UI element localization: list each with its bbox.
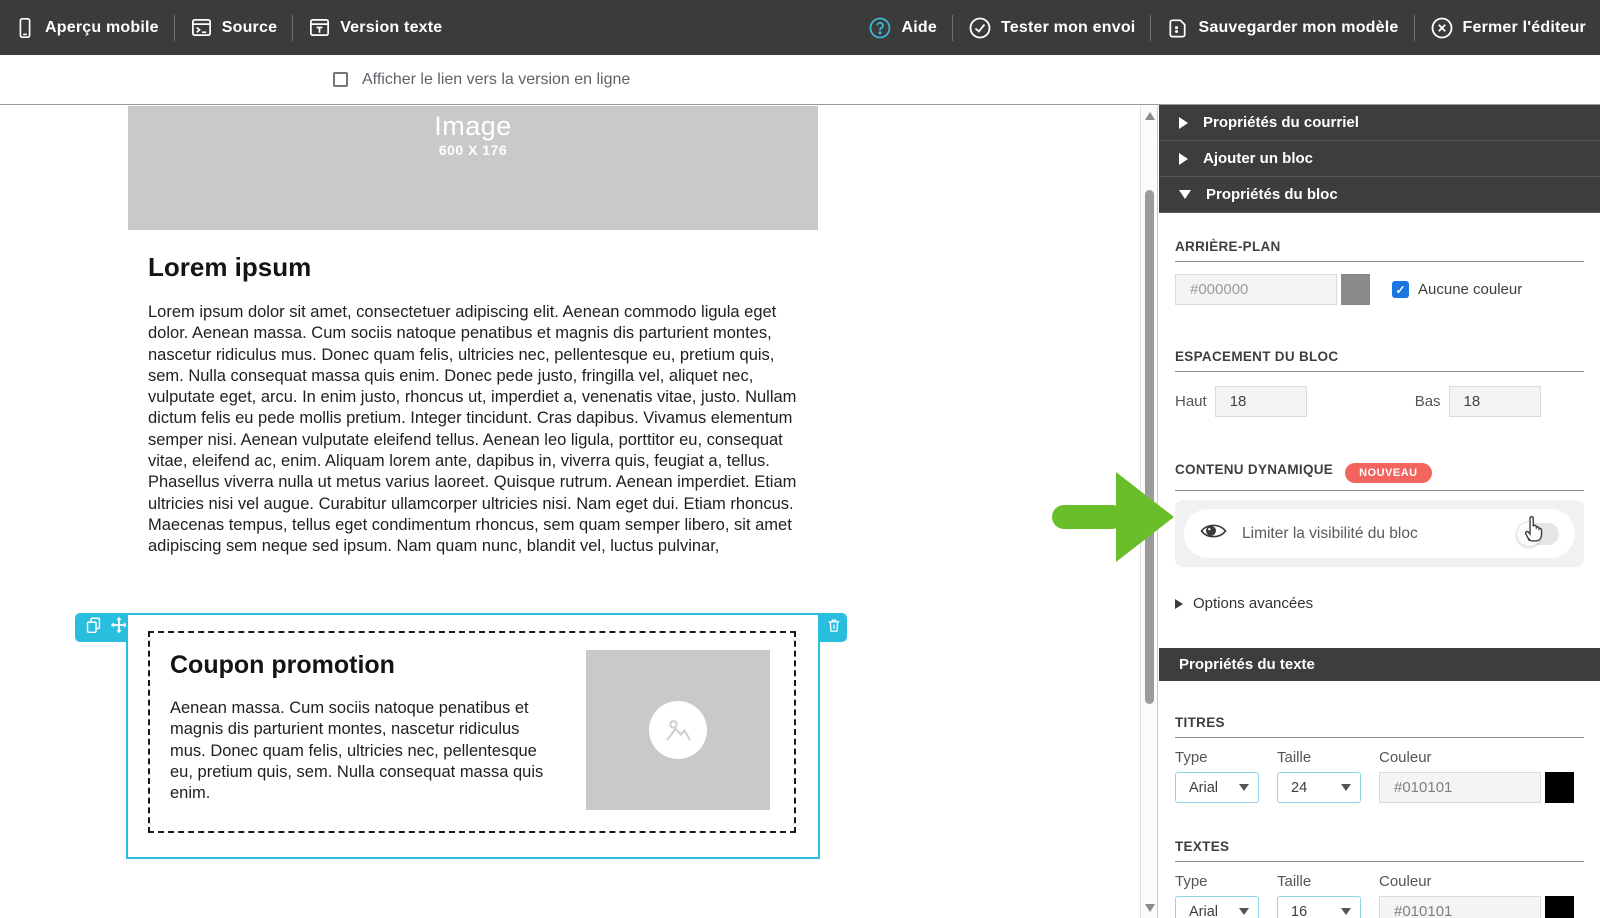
mouse-cursor-icon	[1520, 512, 1546, 549]
accordion-block-properties[interactable]	[1159, 177, 1600, 213]
email-body-text[interactable]: Lorem ipsum dolor sit amet, consectetuer adipiscing elit. Aenean commodo ligula eget dolor. Aenean massa. Cum sociis natoque penatibus et magnis dis parturient montes, nascetur ridiculus mus. Donec quam felis, ultricies nec, pellentesque eu, pretium quis, sem. Nulla consequat massa quis enim. Donec pede justo, fringilla vel, aliquet nec, vulputate eget, arcu. In enim justo, rhoncus ut, imperdiet a, venenatis vitae, justo. Nullam dictum felis eu pede mollis pretium. Integer tincidunt. Cras dapibus. Vivamus elementum semper nisi. Aenean vulputate eleifend tellus. Aenean leo ligula, porttitor eu, consequat vitae, eleifend ac, enim. Aliquam lorem ante, dapibus in, viverra quis, feugiat a, tellus. Phasellus viverra nulla ut metus varius laoreet. Quisque rutrum. Aenean imperdiet. Etiam ultricies nisi vel augue. Curabitur ullamcorper ultricies nisi. Nam eget dui. Etiam rhoncus. Maecenas tempus, tellus eget condimentum rhoncus, sem quam semper libero, sit amet adipiscing sem neque sed ipsum. Nam quam nunc, blandit vel, luctus pulvinar,	[148, 303, 797, 556]
section-divider	[1175, 490, 1584, 491]
help-icon	[868, 16, 892, 40]
background-color-swatch[interactable]	[1341, 274, 1370, 305]
image-glyph-icon	[663, 717, 693, 744]
chevron-down-icon	[1179, 190, 1191, 199]
texts-size-label: Taille	[1277, 873, 1312, 890]
titles-size-select[interactable]	[1277, 772, 1361, 803]
toolbar-separator	[174, 15, 175, 41]
source-button[interactable]	[190, 16, 277, 39]
accordion-email-properties[interactable]	[1159, 105, 1600, 141]
text-version-button[interactable]	[308, 16, 442, 39]
dropdown-caret-icon	[1341, 784, 1351, 791]
header-image-placeholder[interactable]	[128, 106, 818, 230]
background-section-title: ARRIÈRE-PLAN	[1175, 239, 1281, 254]
toolbar-right-group	[868, 0, 1586, 55]
section-divider	[1175, 261, 1584, 262]
scrollbar-down-arrow[interactable]	[1145, 904, 1155, 912]
accordion-label: Propriétés du bloc	[1206, 186, 1338, 203]
accordion-label: Ajouter un bloc	[1203, 150, 1313, 167]
spacing-bottom-input[interactable]: 18	[1449, 386, 1541, 417]
accordion-label: Propriétés du courriel	[1203, 114, 1359, 131]
titles-color-label: Couleur	[1379, 749, 1432, 766]
delete-block-icon[interactable]	[826, 617, 842, 639]
dynamic-section-title: CONTENU DYNAMIQUE	[1175, 462, 1334, 477]
close-editor-icon	[1430, 16, 1454, 40]
titles-type-label: Type	[1175, 749, 1208, 766]
chevron-right-icon	[1179, 117, 1188, 129]
titles-color-input[interactable]: #010101	[1379, 772, 1541, 803]
help-button[interactable]	[868, 16, 936, 40]
section-divider	[1175, 371, 1584, 372]
source-label: Source	[221, 18, 278, 36]
texts-color-input[interactable]: #010101	[1379, 896, 1541, 918]
save-template-label: Sauvegarder mon modèle	[1198, 18, 1399, 36]
background-color-input[interactable]: #000000	[1175, 274, 1337, 305]
dropdown-caret-icon	[1341, 908, 1351, 915]
help-label: Aide	[901, 18, 937, 36]
toolbar-separator	[1150, 15, 1151, 41]
coupon-heading[interactable]: Coupon promotion	[170, 651, 395, 679]
close-editor-button[interactable]	[1430, 16, 1587, 40]
text-version-icon	[308, 16, 331, 39]
section-divider	[1175, 861, 1584, 862]
test-send-label: Tester mon envoi	[1000, 18, 1136, 36]
texts-type-label: Type	[1175, 873, 1208, 890]
text-properties-header[interactable]	[1159, 648, 1600, 681]
texts-size-value: 16	[1291, 903, 1308, 918]
save-template-button[interactable]	[1166, 16, 1398, 39]
spacing-top-input[interactable]: 18	[1215, 386, 1307, 417]
image-upload-circle	[649, 701, 707, 759]
advanced-options-label: Options avancées	[1193, 595, 1314, 612]
texts-size-select[interactable]	[1277, 896, 1361, 918]
source-icon	[190, 16, 213, 39]
texts-font-select[interactable]	[1175, 896, 1259, 918]
dropdown-caret-icon	[1239, 908, 1249, 915]
toolbar-separator	[292, 15, 293, 41]
titles-section-title: TITRES	[1175, 715, 1225, 730]
no-color-label: Aucune couleur	[1418, 281, 1523, 298]
move-block-icon[interactable]	[110, 616, 128, 639]
dropdown-caret-icon	[1239, 784, 1249, 791]
top-toolbar	[0, 0, 1600, 55]
accordion-add-block[interactable]	[1159, 141, 1600, 177]
text-version-label: Version texte	[340, 18, 443, 36]
spacing-bottom-label: Bas	[1414, 393, 1441, 410]
toolbar-separator	[1414, 15, 1415, 41]
close-editor-label: Fermer l'éditeur	[1462, 18, 1586, 36]
annotation-arrow-icon	[1046, 462, 1178, 577]
image-placeholder-title: Image	[434, 111, 512, 141]
texts-font-value: Arial	[1189, 903, 1219, 918]
online-version-checkbox[interactable]	[333, 72, 348, 87]
selected-coupon-block[interactable]	[126, 613, 820, 859]
save-template-icon	[1166, 16, 1189, 39]
texts-section-title: TEXTES	[1175, 839, 1230, 854]
titles-font-select[interactable]	[1175, 772, 1259, 803]
coupon-image-placeholder[interactable]	[586, 650, 770, 810]
spacing-section-title: ESPACEMENT DU BLOC	[1175, 349, 1339, 364]
block-action-tab-right	[820, 613, 847, 642]
new-badge: NOUVEAU	[1345, 463, 1432, 483]
titles-size-label: Taille	[1277, 749, 1312, 766]
scrollbar-up-arrow[interactable]	[1145, 112, 1155, 120]
titles-font-value: Arial	[1189, 779, 1219, 796]
email-heading[interactable]: Lorem ipsum	[148, 252, 312, 282]
text-properties-title: Propriétés du texte	[1179, 656, 1315, 673]
scrollbar-thumb[interactable]	[1145, 190, 1154, 704]
spacing-top-label: Haut	[1175, 393, 1207, 410]
coupon-dashed-region	[148, 631, 796, 833]
image-placeholder-dimensions: 600 X 176	[438, 142, 508, 158]
online-version-label: Afficher le lien vers la version en ligne	[362, 70, 631, 88]
coupon-body-text[interactable]: Aenean massa. Cum sociis natoque penatibus et magnis dis parturient montes, nascetur ridiculus mus. Donec quam felis, ultricies nec, pellentesque eu, pretium quis, sem. Nulla consequat massa quis enim.	[170, 699, 544, 803]
titles-size-value: 24	[1291, 779, 1308, 796]
advanced-options-button[interactable]	[1175, 595, 1584, 612]
mobile-preview-label: Aperçu mobile	[45, 18, 159, 36]
duplicate-block-icon[interactable]	[85, 616, 102, 640]
texts-color-label: Couleur	[1379, 873, 1432, 890]
toolbar-separator	[952, 15, 953, 41]
limit-visibility-label: Limiter la visibilité du bloc	[1242, 524, 1418, 542]
texts-color-swatch[interactable]	[1545, 896, 1574, 918]
chevron-right-icon	[1179, 153, 1188, 165]
chevron-right-icon	[1175, 599, 1183, 609]
mobile-preview-icon	[14, 16, 36, 40]
section-divider	[1175, 737, 1584, 738]
no-color-checkbox[interactable]: ✓	[1392, 281, 1409, 298]
sub-bar	[0, 55, 1600, 105]
mobile-preview-button[interactable]	[14, 16, 159, 40]
test-send-icon	[968, 16, 992, 40]
test-send-button[interactable]	[968, 16, 1136, 40]
titles-color-swatch[interactable]	[1545, 772, 1574, 803]
email-canvas	[0, 106, 1140, 918]
toolbar-left-group	[14, 0, 442, 55]
eye-icon	[1200, 522, 1227, 545]
